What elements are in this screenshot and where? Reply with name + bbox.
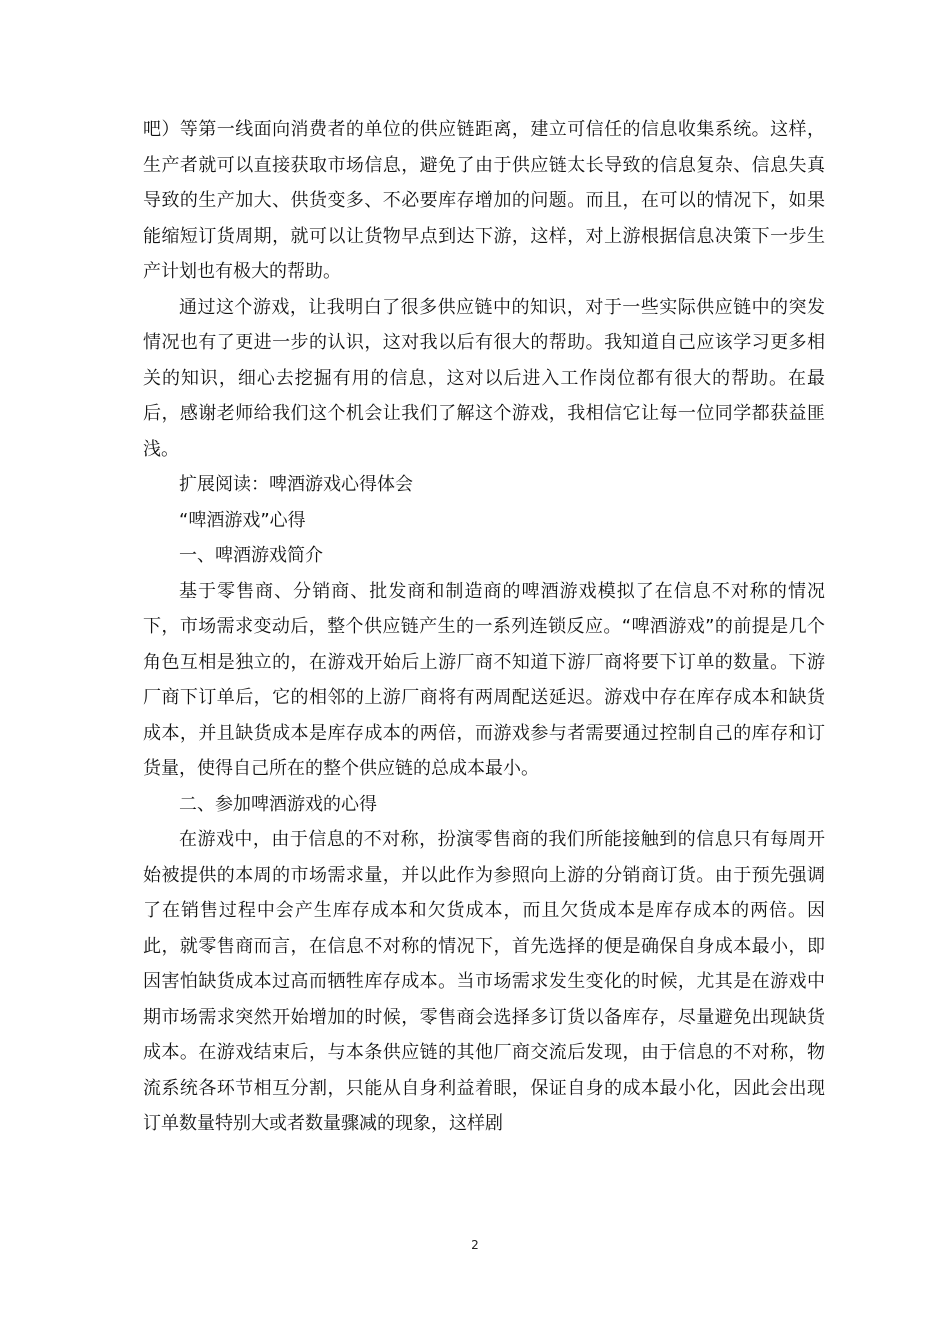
paragraph-extended-reading: 扩展阅读：啤酒游戏心得体会 bbox=[179, 474, 413, 495]
page-number: 2 bbox=[471, 1238, 479, 1252]
body-text bbox=[143, 112, 825, 1142]
section-title-beer-game: “啤酒游戏”心得 bbox=[179, 509, 306, 531]
paragraph-1: 吧）等第一线面向消费者的单位的供应链距离，建立可信任的信息收集系统。这样，生产者就可以直接获取市场信息，避免了由于供应链太长导致的信息复杂、信息失真导致的生产加大、供货变多、不必要库存增加的问题。而且，在可以的情况下，如果能缩短订货周期，就可以让货物早点到达下游，这样，对上游根据信息决策下一步生产计划也有极大的帮助。 bbox=[143, 119, 825, 282]
paragraph-2: 通过这个游戏，让我明白了很多供应链中的知识，对于一些实际供应链中的突发情况也有了更进一步的认识，这对我以后有很大的帮助。我知道自己应该学习更多相关的知识，细心去挖掘有用的信息，这对以后进入工作岗位都有很大的帮助。在最后，感谢老师给我们这个机会让我们了解这个游戏，我相信它让每一位同学都获益匪浅。 bbox=[143, 296, 825, 460]
heading-introduction: 一、啤酒游戏简介 bbox=[179, 545, 323, 566]
heading-experience: 二、参加啤酒游戏的心得 bbox=[179, 793, 377, 815]
paragraph-introduction: 基于零售商、分销商、批发商和制造商的啤酒游戏模拟了在信息不对称的情况下，市场需求变动后，整个供应链产生的一系列连锁反应。“啤酒游戏”的前提是几个角色互相是独立的，在游戏开始后上游厂商不知道下游厂商将要下订单的数量。下游厂商下订单后，它的相邻的上游厂商将有两周配送延迟。游戏中存在库存成本和缺货成本，并且缺货成本是库存成本的两倍，而游戏参与者需要通过控制自己的库存和订货量，使得自己所在的整个供应链的总成本最小。 bbox=[143, 580, 825, 779]
paragraph-experience: 在游戏中，由于信息的不对称，扮演零售商的我们所能接触到的信息只有每周开始被提供的本周的市场需求量，并以此作为参照向上游的分销商订货。由于预先强调了在销售过程中会产生库存成本和欠货成本，而且欠货成本是库存成本的两倍。因此，就零售商而言，在信息不对称的情况下，首先选择的便是确保自身成本最小，即因害怕缺货成本过高而牺牲库存成本。当市场需求发生变化的时候，尤其是在游戏中期市场需求突然开始增加的时候，零售商会选择多订货以备库存，尽量避免出现缺货成本。在游戏结束后，与本条供应链的其他厂商交流后发现，由于信息的不对称，物流系统各环节相互分割，只能从自身利益着眼，保证自身的成本最小化，因此会出现订单数量特别大或者数量骤减的现象，这样剧 bbox=[143, 829, 825, 1134]
